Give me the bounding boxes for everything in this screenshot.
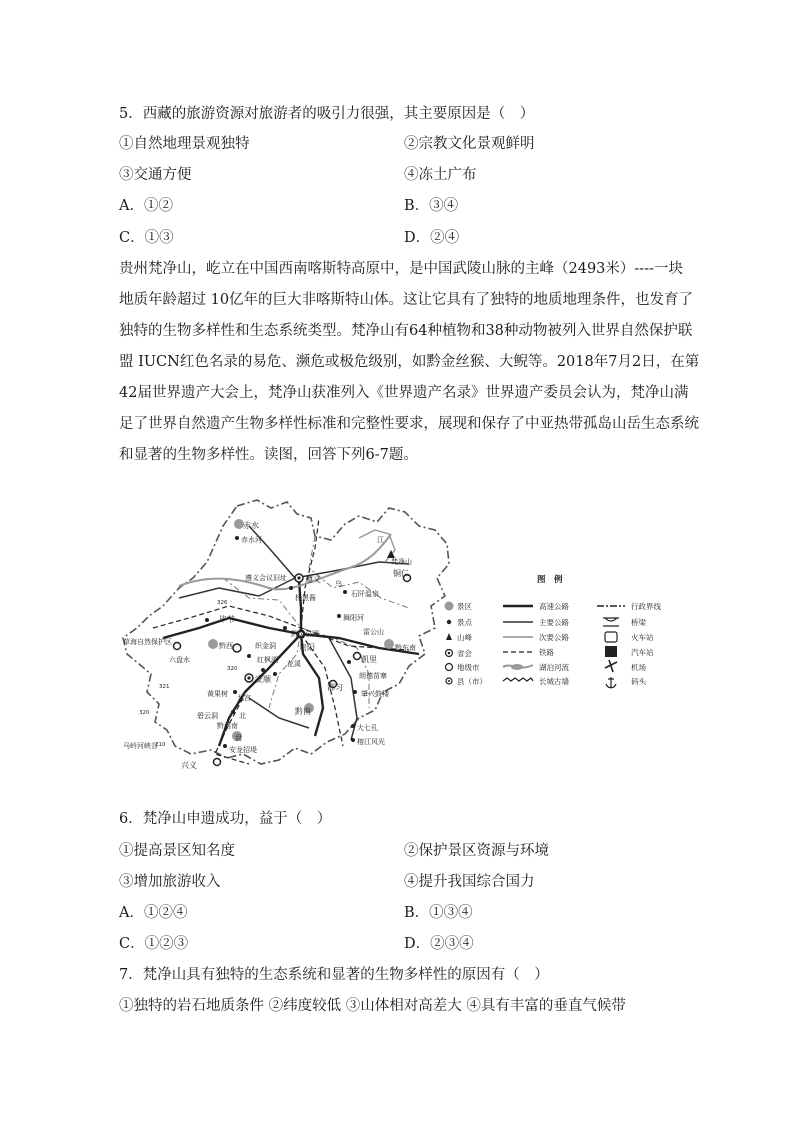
svg-text:景点: 景点	[457, 618, 472, 627]
svg-text:山峰: 山峰	[457, 633, 472, 642]
q6-statement-3: ③增加旅游收入	[119, 874, 221, 890]
q6-option-b[interactable]: B．①③④	[404, 905, 473, 921]
svg-text:六盘水: 六盘水	[169, 656, 190, 664]
svg-text:草海自然保护区: 草海自然保护区	[123, 638, 172, 646]
svg-text:碧云洞: 碧云洞	[197, 712, 218, 720]
passage-line-7: 和显著的生物多样性。读图，回答下列6-7题。	[119, 447, 418, 463]
passage-line-5: 42届世界遗产大会上，梵净山获准列入《世界遗产名录》世界遗产委员会认为，梵净山满	[119, 385, 689, 401]
svg-text:马岭河峡谷: 马岭河峡谷	[123, 742, 158, 750]
svg-text:县（市）: 县（市）	[457, 677, 487, 686]
svg-text:榕江风光: 榕江风光	[357, 738, 385, 746]
svg-text:汽车站: 汽车站	[631, 648, 654, 657]
passage-line-4: 盟 IUCN红色名录的易危、濒危或极危级别，如黔金丝猴、大鲵等。2018年7月2日，在第	[119, 354, 700, 370]
svg-text:210: 210	[155, 742, 166, 748]
svg-text:舞阳河: 舞阳河	[343, 614, 364, 622]
q5-statement-3: ③交通方便	[119, 167, 192, 183]
svg-text:织金洞: 织金洞	[255, 642, 276, 650]
q5-statement-4: ④冻土广布	[404, 167, 477, 183]
passage-line-6: 足了世界自然遗产生物多样性标准和完整性要求，展现和保存了中亚热带孤岛山岳生态系统	[119, 416, 699, 432]
label-anshun: 安顺	[255, 675, 271, 684]
svg-text:321: 321	[159, 684, 170, 690]
guizhou-tourism-map	[119, 478, 689, 770]
q6-statement-1: ①提高景区知名度	[119, 843, 235, 859]
svg-text:乌: 乌	[335, 580, 342, 588]
passage-line-1: 贵州梵净山，屹立在中国西南喀斯特高原中，是中国武陵山脉的主峰（2493米）----一块	[119, 261, 683, 277]
svg-text:花溪: 花溪	[287, 660, 301, 668]
svg-text:326: 326	[217, 600, 228, 606]
svg-text:赤水河: 赤水河	[241, 536, 262, 544]
q7-statements: ①独特的岩石地质条件 ②纬度较低 ③山体相对高差大 ④具有丰富的垂直气候带	[119, 998, 626, 1014]
svg-text:机场: 机场	[631, 663, 646, 672]
map-legend	[445, 574, 662, 688]
svg-text:高速公路: 高速公路	[539, 602, 569, 611]
svg-text:码头: 码头	[631, 677, 646, 686]
q5-statement-2: ②宗教文化景观鲜明	[404, 136, 535, 152]
q5-option-a[interactable]: A．①②	[119, 198, 173, 214]
svg-text:行政界线: 行政界线	[631, 602, 661, 611]
svg-text:杨黑酱: 杨黑酱	[295, 594, 316, 602]
svg-text:龙宫: 龙宫	[237, 694, 251, 702]
label-zunyi: 遵义	[305, 575, 321, 584]
q5-question: 5．西藏的旅游资源对旅游者的吸引力很强，其主要原因是（ ）	[119, 106, 535, 122]
svg-text:地级市: 地级市	[457, 663, 480, 672]
q6-option-a[interactable]: A．①②④	[119, 905, 188, 921]
svg-text:大七孔: 大七孔	[357, 724, 378, 732]
q5-option-d[interactable]: D．②④	[404, 230, 460, 246]
svg-text:江: 江	[377, 536, 384, 544]
q7-question: 7．梵净山具有独特的生态系统和显著的生物多样性的原因有（ ）	[119, 967, 549, 983]
q6-question: 6．梵净山申遗成功，益于（ ）	[119, 811, 332, 827]
q6-statement-2: ②保护景区资源与环境	[404, 843, 549, 859]
svg-text:黔灵公园: 黔灵公园	[291, 630, 319, 638]
label-guiyang: 贵阳	[299, 643, 315, 652]
svg-text:遵义会议旧址: 遵义会议旧址	[245, 574, 287, 582]
svg-text:省会: 省会	[457, 649, 472, 658]
svg-text:黔东南: 黔东南	[395, 644, 416, 652]
svg-text:肇兴鼓楼: 肇兴鼓楼	[361, 690, 389, 698]
q5-option-b[interactable]: B．③④	[404, 198, 459, 214]
svg-text:盘: 盘	[235, 734, 242, 742]
svg-text:铁路: 铁路	[539, 648, 554, 657]
q6-statement-4: ④提升我国综合国力	[404, 874, 535, 890]
svg-text:黄果树: 黄果树	[207, 690, 228, 698]
svg-text:湖泊河流: 湖泊河流	[539, 663, 569, 672]
svg-text:桥梁: 桥梁	[631, 618, 646, 627]
q6-option-c[interactable]: C．①②③	[119, 936, 189, 952]
svg-text:长城古墙: 长城古墙	[539, 677, 569, 686]
label-qiannan: 黔南	[295, 707, 311, 716]
label-bijie: 毕节	[219, 615, 235, 624]
svg-text:320: 320	[139, 710, 150, 716]
svg-text:次要公路: 次要公路	[539, 633, 569, 642]
svg-text:图 例: 图 例	[537, 575, 563, 585]
label-chishui: 赤水	[243, 521, 259, 530]
label-kaili: 凯里	[361, 655, 377, 664]
svg-text:景区: 景区	[457, 602, 472, 611]
q5-statement-1: ①自然地理景观独特	[119, 136, 250, 152]
q6-option-d[interactable]: D．②③④	[404, 936, 474, 952]
svg-text:北: 北	[239, 712, 246, 720]
svg-text:红枫湖: 红枫湖	[257, 656, 278, 664]
svg-text:雷公山: 雷公山	[363, 628, 384, 636]
svg-text:黔西南: 黔西南	[217, 722, 238, 730]
svg-text:安龙招堤: 安龙招堤	[229, 746, 257, 754]
svg-text:梵净山: 梵净山	[391, 558, 412, 566]
passage-line-2: 地质年龄超过 10亿年的巨大非喀斯特山体。这让它具有了独特的地质地理条件，也发育了	[119, 292, 694, 308]
label-duyun: 都匀	[327, 683, 343, 692]
svg-text:320: 320	[227, 666, 238, 672]
svg-text:朗德苗寨: 朗德苗寨	[359, 672, 387, 680]
q5-option-c[interactable]: C．①③	[119, 230, 174, 246]
svg-text:石阡温泉: 石阡温泉	[351, 590, 379, 598]
svg-text:主要公路: 主要公路	[539, 618, 569, 627]
label-tongren: 铜仁	[393, 569, 409, 578]
label-xingyi: 兴义	[181, 761, 197, 770]
passage-line-3: 独特的生物多样性和生态系统类型。梵净山有64种植物和38种动物被列入世界自然保护联	[119, 323, 693, 339]
svg-text:火车站: 火车站	[631, 633, 654, 642]
svg-text:黔西: 黔西	[219, 642, 233, 650]
